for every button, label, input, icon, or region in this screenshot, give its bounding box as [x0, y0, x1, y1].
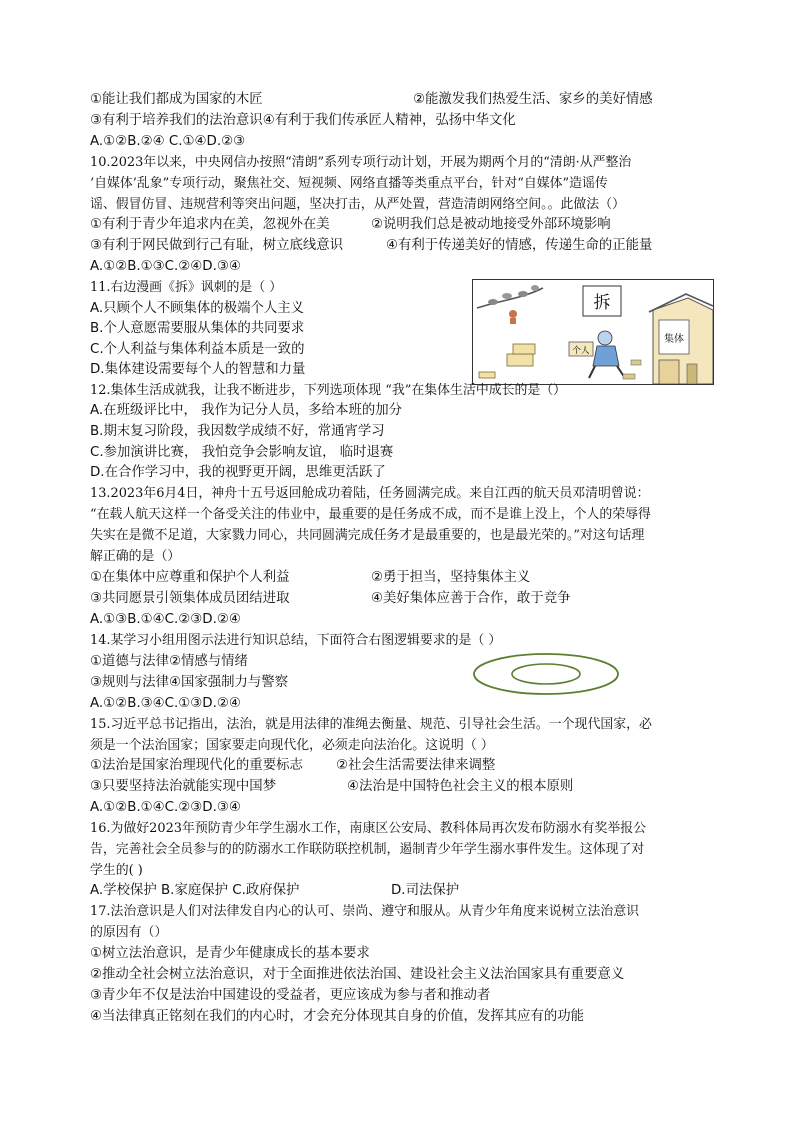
q15-option-2: ②社会生活需要法律来调整 — [336, 758, 496, 773]
q17-option-1: ①树立法治意识，是青少年健康成长的基本要求 — [90, 946, 370, 961]
q9-option-3-4: ③有利于培养我们的法治意识④有利于我们传承匠人精神，弘扬中华文化 — [90, 113, 516, 128]
q11-stem: 11.右边漫画《拆》讽刺的是（ ） — [90, 280, 283, 295]
q13-stem-line-3: 失实在是微不足道，大家戮力同心，共同圆满完成任务才是最重要的，也是最光荣的。”对这句话理 — [90, 528, 645, 543]
cartoon-chai — [472, 279, 714, 385]
q16-stem-line-2: 告，完善社会全员参与的的防溺水工作联防联控机制，遏制青少年学生溺水事件发生。这体现了对 — [90, 842, 645, 857]
q13-option-1: ①在集体中应尊重和保护个人利益 — [90, 570, 290, 585]
q17-stem-line-2: 的原因有（） — [90, 925, 168, 940]
q13-stem-line-1: 13.2023年6月4日，神舟十五号返回舱成功着陆，任务圆满完成。来自江西的航天员邓清明曾说： — [90, 486, 650, 501]
q12-option-b: B.期末复习阶段，我因数学成绩不好，常通宵学习 — [90, 424, 385, 439]
q15-stem-line-2: 须是一个法治国家；国家要走向现代化，必须走向法治化。这说明（ ） — [90, 738, 494, 753]
q9-answers: A.①②B.②④ C.①④D.②③ — [90, 134, 246, 149]
q10-option-4: ④有利于传递美好的情感，传递生命的正能量 — [386, 238, 653, 253]
q11-option-d: D.集体建设需要每个人的智慧和力量 — [90, 362, 306, 377]
q14-option-1-2: ①道德与法律②情感与情绪 — [90, 654, 248, 669]
q16-stem-line-1: 16.为做好2023年预防青少年学生溺水工作，南康区公安局、教科体局再次发布防溺水有奖举报公 — [90, 821, 647, 836]
q10-option-2: ②说明我们总是被动地接受外部环境影响 — [371, 217, 611, 232]
q10-stem-line-2: ‘自媒体’乱象”专项行动，聚焦社交、短视频、网络直播等类重点平台，针对“自媒体”造谣传 — [90, 176, 608, 191]
q15-option-4: ④法治是中国特色社会主义的根本原则 — [347, 779, 574, 794]
q13-option-2: ②勇于担当，坚持集体主义 — [371, 570, 531, 585]
q10-option-1: ①有利于青少年追求内在美，忽视外在美 — [90, 217, 330, 232]
q16-answers: A.学校保护 B.家庭保护 C.政府保护 — [90, 883, 300, 898]
q11-option-a: A.只顾个人不顾集体的极端个人主义 — [90, 301, 305, 316]
comic-sign-label: 个人 — [572, 346, 590, 356]
q16-stem-line-3: 学生的( ) — [90, 863, 143, 878]
inner-oval — [512, 664, 580, 684]
comic-title: 拆 — [593, 293, 611, 313]
leaf-icon — [488, 299, 498, 305]
q15-stem-line-1: 15.习近平总书记指出，法治，就是用法律的准绳去衡量、规范、引导社会生活。一个现代国家，必 — [90, 717, 652, 732]
q16-answer-d: D.司法保护 — [391, 883, 460, 898]
q9-option-1: ①能让我们都成为国家的木匠 — [90, 92, 263, 107]
q13-answers: A.①③B.①④C.②③D.②④ — [90, 612, 241, 627]
q17-option-4: ④当法律真正铭刻在我们的内心时，才会充分体现其自身的价值，发挥其应有的功能 — [90, 1009, 585, 1024]
leaf-icon — [531, 285, 539, 291]
q12-option-a: A.在班级评比中， 我作为记分人员，多给本班的加分 — [90, 403, 403, 418]
cartoon-drawing — [473, 280, 713, 384]
q12-stem: 12.集体生活成就我，让我不断进步，下列选项体现 “我”在集体生活中成长的是（） — [90, 383, 567, 398]
q12-option-d: D.在合作学习中，我的视野更开阔，思维更活跃了 — [90, 465, 386, 480]
q13-stem-line-4: 解正确的是（） — [90, 549, 181, 564]
hanging-figure-icon — [509, 310, 517, 318]
q12-option-c: C.参加演讲比赛， 我怕竞争会影响友谊， 临时退赛 — [90, 445, 394, 460]
brick-icon — [513, 344, 535, 354]
q10-answers: A.①②B.①③C.②④D.③④ — [90, 259, 241, 274]
q14-option-3-4: ③规则与法律④国家强制力与警察 — [90, 675, 289, 690]
person-icon — [598, 331, 612, 345]
q15-answers: A.①②B.①④C.②③D.③④ — [90, 800, 241, 815]
q10-stem-line-3: 谣、假冒仿冒、违规营利等突出问题，坚决打击，从严处置，营造清朗网络空间。。此做法（） — [90, 197, 625, 212]
q14-answers: A.①②B.③④C.①③D.②④ — [90, 696, 241, 711]
leaf-icon — [502, 293, 512, 299]
q17-stem-line-1: 17.法治意识是人们对法律发自内心的认可、崇尚、遵守和服从。从青少年角度来说树立法治意识 — [90, 904, 640, 919]
nested-oval-diagram — [472, 652, 620, 696]
q11-option-c: C.个人利益与集体利益本质是一致的 — [90, 342, 305, 357]
brick-icon — [507, 354, 533, 366]
q9-option-2: ②能激发我们热爱生活、家乡的美好情感 — [413, 92, 653, 107]
q13-stem-line-2: “在载人航天这样一个备受关注的伟业中，最重要的是任务成不成，而不是谁上没上，个人的荣辱得 — [90, 507, 651, 522]
q10-stem-line-1: 10.2023年以来，中央网信办按照“清朗”系列专项行动计划，开展为期两个月的“清朗·从严整治 — [90, 155, 632, 170]
q14-stem: 14.某学习小组用图示法进行知识总结，下面符合右图逻辑要求的是（ ） — [90, 633, 502, 648]
leaf-icon — [518, 291, 528, 297]
outer-oval — [474, 654, 618, 694]
q13-option-3: ③共同愿景引领集体成员团结进取 — [90, 591, 290, 606]
q17-option-3: ③青少年不仅是法治中国建设的受益者，更应该成为参与者和推动者 — [90, 988, 491, 1003]
q11-option-b: B.个人意愿需要服从集体的共同要求 — [90, 321, 305, 336]
q15-option-1: ①法治是国家治理现代化的重要标志 — [90, 758, 303, 773]
comic-building-label: 集体 — [664, 334, 684, 345]
q17-option-2: ②推动全社会树立法治意识，对于全面推进依法治国、建设社会主义法治国家具有重要意义 — [90, 967, 625, 982]
q10-option-3: ③有利于网民做到行己有耻，树立底线意识 — [90, 238, 344, 253]
q15-option-3: ③只要坚持法治就能实现中国梦 — [90, 779, 277, 794]
q13-option-4: ④美好集体应善于合作，敢于竞争 — [371, 591, 571, 606]
